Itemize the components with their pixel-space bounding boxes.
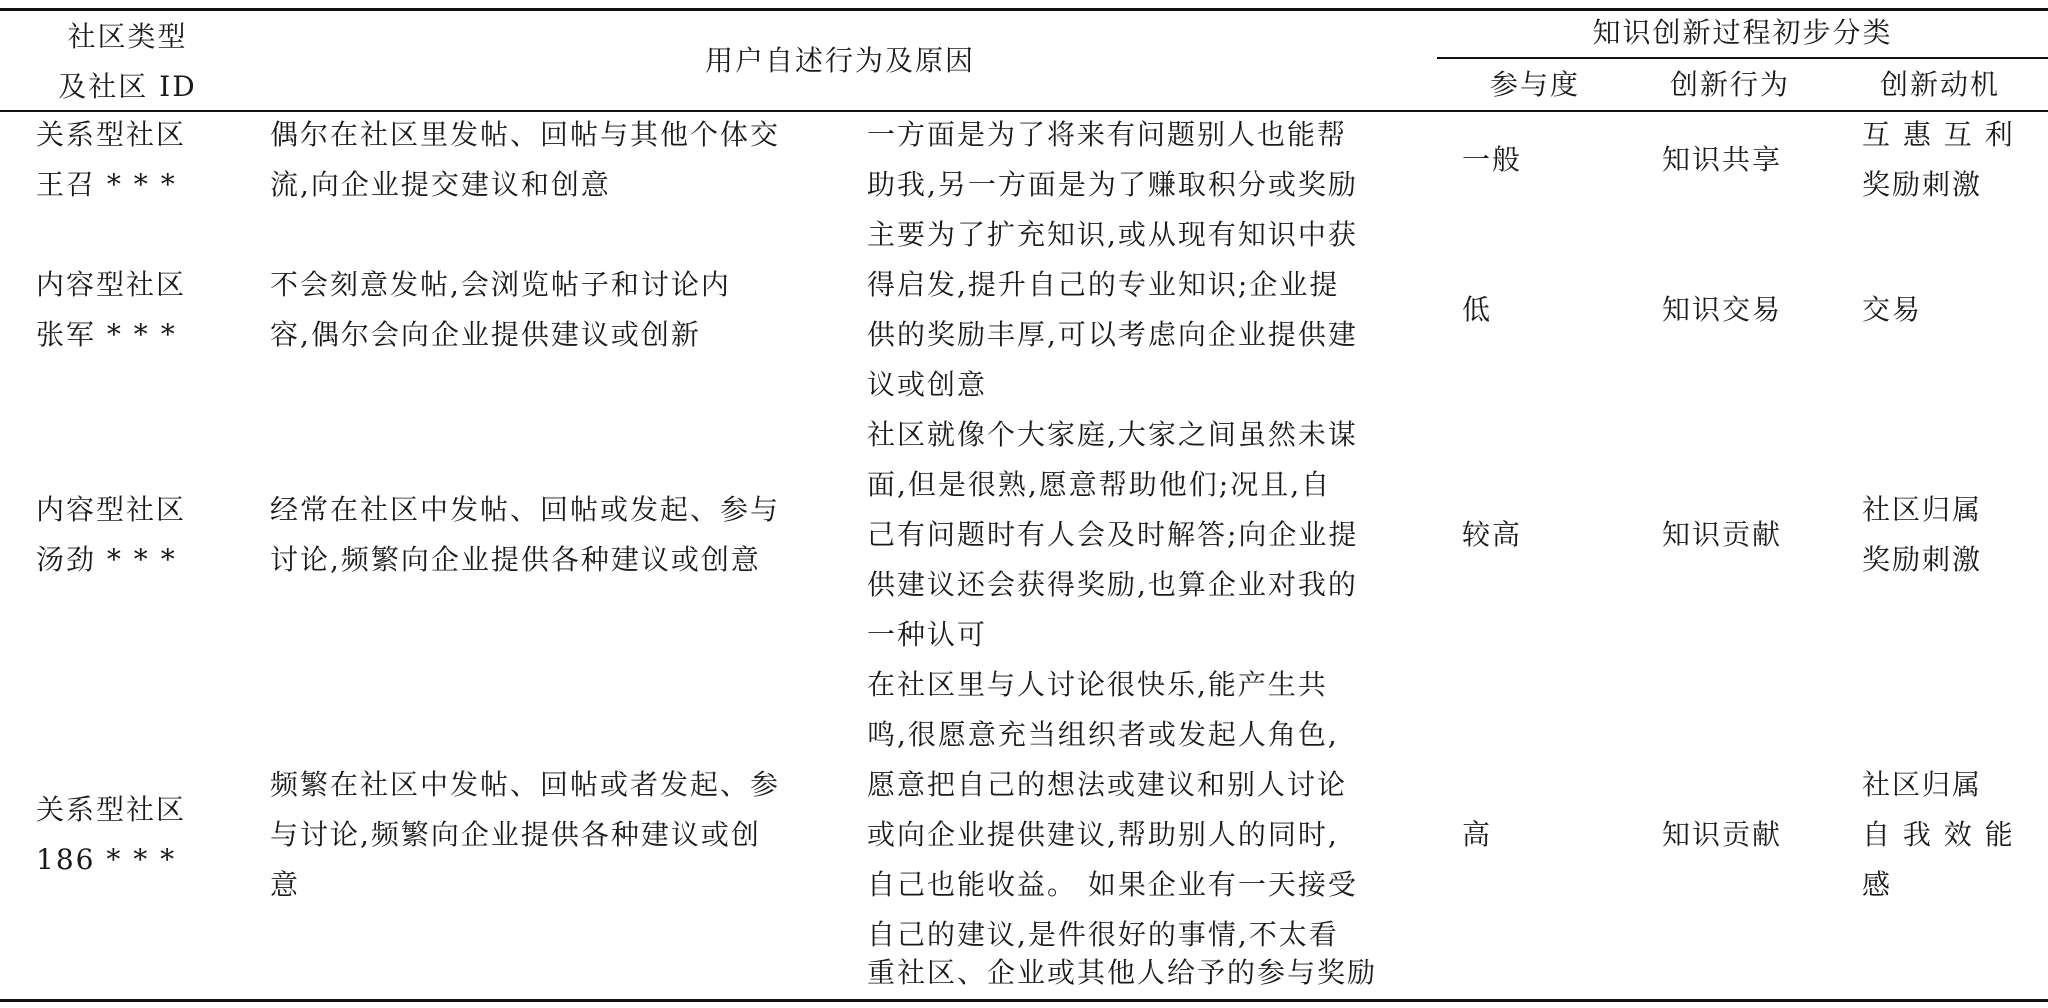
row4-behavior-line3: 意 xyxy=(270,868,301,901)
row3-reason-line2: 面,但是很熟,愿意帮助他们;况且,自 xyxy=(867,468,1332,501)
header-classification-group: 知识创新过程初步分类 xyxy=(1592,16,1893,49)
row4-motivation-line1: 社区归属 xyxy=(1862,768,1983,801)
row2-reason-line4: 议或创意 xyxy=(867,368,988,401)
row4-reason-line1: 在社区里与人讨论很快乐,能产生共 xyxy=(867,668,1328,701)
header-community-type-line2: 及社区 ID xyxy=(58,70,197,103)
row4-participation: 高 xyxy=(1462,818,1493,851)
row4-id: 186 * * * xyxy=(36,843,177,876)
row1-motivation-line2: 奖励刺激 xyxy=(1862,168,1983,201)
header-innovation-motivation: 创新动机 xyxy=(1879,68,2000,101)
row4-reason-line7: 重社区、企业或其他人给予的参与奖励 xyxy=(867,956,1378,989)
row2-reason-line2: 得启发,提升自己的专业知识;企业提 xyxy=(867,268,1340,301)
row3-reason-line3: 己有问题时有人会及时解答;向企业提 xyxy=(867,518,1359,551)
header-user-statement: 用户自述行为及原因 xyxy=(704,44,975,77)
row1-type: 关系型社区 xyxy=(36,118,187,151)
row2-reason-line3: 供的奖励丰厚,可以考虑向企业提供建 xyxy=(867,318,1358,351)
row3-behavior-line2: 讨论,频繁向企业提供各种建议或创意 xyxy=(270,543,761,576)
row1-reason-line1: 一方面是为了将来有问题别人也能帮 xyxy=(867,118,1348,151)
row2-reason-line1: 主要为了扩充知识,或从现有知识中获 xyxy=(867,218,1358,251)
row4-innovation: 知识贡献 xyxy=(1662,818,1783,851)
row3-motivation-line2: 奖励刺激 xyxy=(1862,543,1983,576)
row1-motivation-line1: 互 惠 互 利 xyxy=(1862,118,2015,151)
row4-reason-line5: 自己也能收益。 如果企业有一天接受 xyxy=(867,868,1358,901)
row3-id: 汤劲 * * * xyxy=(36,543,177,576)
row2-type: 内容型社区 xyxy=(36,268,187,301)
row4-motivation-line3: 感 xyxy=(1862,868,1893,901)
row4-reason-line2: 鸣,很愿意充当组织者或发起人角色, xyxy=(867,718,1339,751)
row4-motivation-line2: 自 我 效 能 xyxy=(1862,818,2015,851)
row4-type: 关系型社区 xyxy=(36,793,187,826)
row2-behavior-line1: 不会刻意发帖,会浏览帖子和讨论内 xyxy=(270,268,731,301)
row1-behavior-line1: 偶尔在社区里发帖、回帖与其他个体交 xyxy=(270,118,781,151)
row3-innovation: 知识贡献 xyxy=(1662,518,1783,551)
row4-behavior-line2: 与讨论,频繁向企业提供各种建议或创 xyxy=(270,818,761,851)
row2-id: 张军 * * * xyxy=(36,318,177,351)
row3-motivation-line1: 社区归属 xyxy=(1862,493,1983,526)
row2-participation: 低 xyxy=(1462,293,1493,326)
row3-type: 内容型社区 xyxy=(36,493,187,526)
row3-behavior-line1: 经常在社区中发帖、回帖或发起、参与 xyxy=(270,493,781,526)
row3-participation: 较高 xyxy=(1462,518,1523,551)
row1-innovation: 知识共享 xyxy=(1662,143,1783,176)
row1-behavior-line2: 流,向企业提交建议和创意 xyxy=(270,168,611,201)
row1-id: 王召 * * * xyxy=(36,168,177,201)
row4-reason-line4: 或向企业提供建议,帮助别人的同时, xyxy=(867,818,1339,851)
header-community-type-line1: 社区类型 xyxy=(67,20,188,53)
header-participation: 参与度 xyxy=(1489,68,1580,101)
table-bottom-rule xyxy=(0,999,2048,1002)
row1-participation: 一般 xyxy=(1462,143,1523,176)
row2-innovation: 知识交易 xyxy=(1662,293,1783,326)
row3-reason-line1: 社区就像个大家庭,大家之间虽然未谋 xyxy=(867,418,1358,451)
row4-reason-line6: 自己的建议,是件很好的事情,不太看 xyxy=(867,918,1339,951)
row2-behavior-line2: 容,偶尔会向企业提供建议或创新 xyxy=(270,318,701,351)
row1-reason-line2: 助我,另一方面是为了赚取积分或奖励 xyxy=(867,168,1358,201)
header-innovation-behavior: 创新行为 xyxy=(1669,68,1790,101)
row4-behavior-line1: 频繁在社区中发帖、回帖或者发起、参 xyxy=(270,768,781,801)
row4-reason-line3: 愿意把自己的想法或建议和别人讨论 xyxy=(867,768,1348,801)
row2-motivation-line1: 交易 xyxy=(1862,293,1923,326)
row3-reason-line4: 供建议还会获得奖励,也算企业对我的 xyxy=(867,568,1358,601)
row3-reason-line5: 一种认可 xyxy=(867,618,988,651)
